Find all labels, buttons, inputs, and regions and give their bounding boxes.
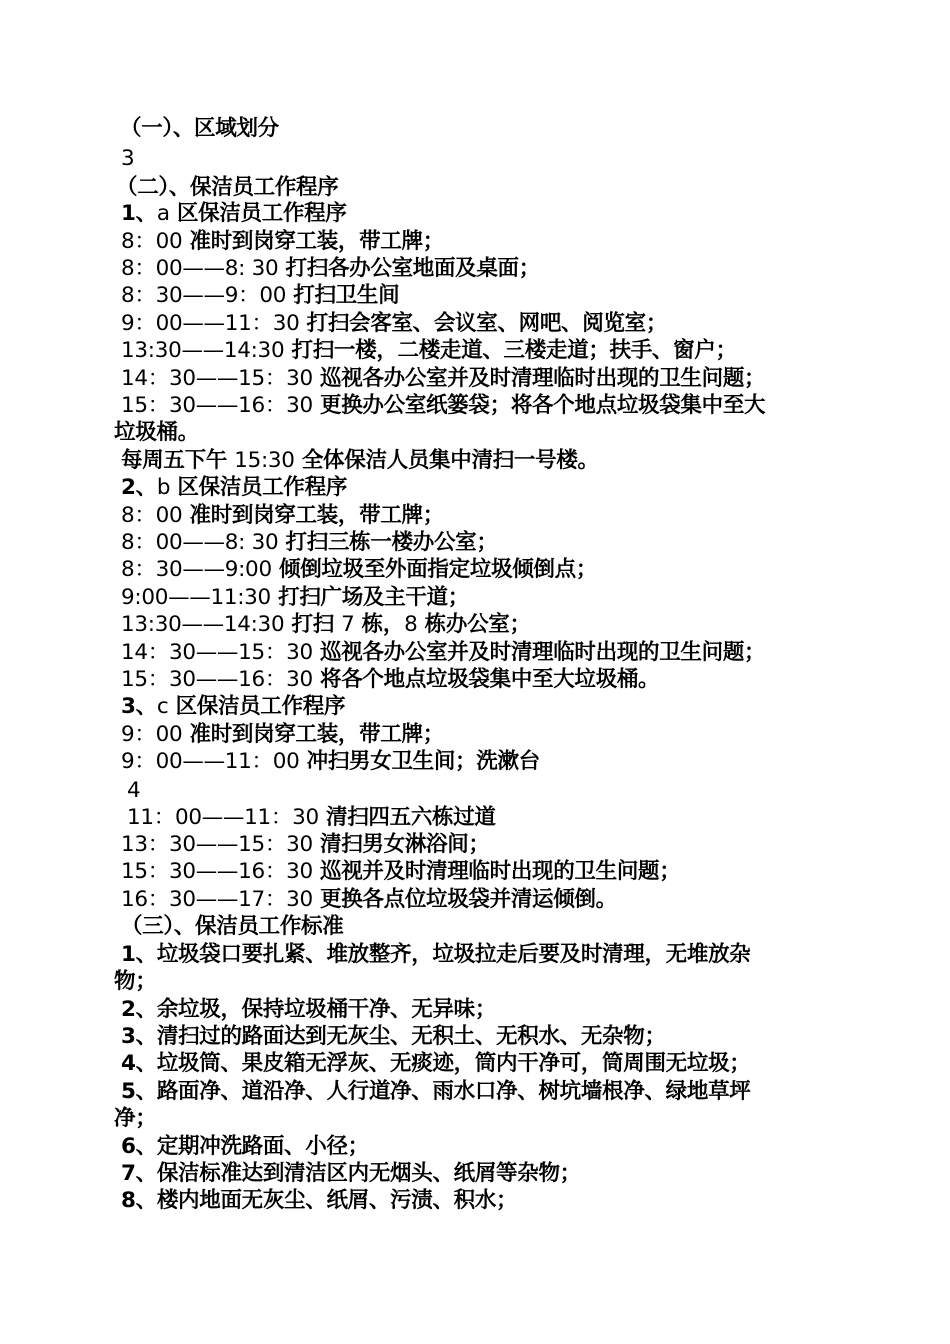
standard-item: 7、保洁标准达到清洁区内无烟头、纸屑等杂物；	[121, 1161, 581, 1186]
standard-item: 5、路面净、道沿净、人行道净、雨水口净、树坑墙根净、绿地草坪	[121, 1079, 751, 1104]
page-number: 3	[121, 146, 135, 171]
standard-item-continuation: 物；	[114, 969, 157, 994]
schedule-line: 9:00——11:30 打扫广场及主干道；	[121, 585, 469, 610]
standard-item: 1、垃圾袋口要扎紧、堆放整齐，垃圾拉走后要及时清理，无堆放杂	[121, 942, 751, 967]
subsection-c-heading: 3、c 区保洁员工作程序	[121, 694, 346, 719]
schedule-line: 13：30——15：30 清扫男女淋浴间；	[121, 832, 490, 857]
schedule-line: 14：30——15：30 巡视各办公室并及时清理临时出现的卫生问题；	[121, 366, 766, 391]
schedule-line: 15：30——16：30 将各个地点垃圾袋集中至大垃圾桶。	[121, 667, 660, 692]
schedule-line: 15：30——16：30 更换办公室纸篓袋；将各个地点垃圾袋集中至大	[121, 393, 766, 418]
schedule-line: 8：00——8: 30 打扫各办公室地面及桌面；	[121, 256, 540, 281]
standard-item: 6、定期冲洗路面、小径；	[121, 1134, 369, 1159]
weekly-note: 每周五下午 15:30 全体保洁人员集中清扫一号楼。	[121, 448, 599, 473]
section-heading-1: （一）、区域划分	[120, 116, 279, 141]
standard-item: 8、楼内地面无灰尘、纸屑、污渍、积水；	[121, 1188, 518, 1213]
schedule-line: 16：30——17：30 更换各点位垃圾袋并清运倾倒。	[121, 887, 617, 912]
schedule-line: 9：00 准时到岗穿工装，带工牌；	[121, 722, 444, 747]
schedule-line: 11：00——11：30 清扫四五六栋过道	[127, 805, 496, 830]
schedule-line: 9：00——11：00 冲扫男女卫生间；洗漱台	[121, 749, 540, 774]
schedule-line: 8：30——9：00 打扫卫生间	[121, 283, 400, 308]
standard-item-continuation: 净；	[114, 1106, 157, 1131]
subsection-a-heading: 1、a 区保洁员工作程序	[121, 201, 347, 226]
schedule-line: 8：00——8: 30 打扫三栋一楼办公室；	[121, 530, 498, 555]
standard-item: 2、余垃圾，保持垃圾桶干净、无异味；	[121, 997, 497, 1022]
page-number: 4	[127, 778, 141, 803]
schedule-line: 13:30——14:30 打扫 7 栋，8 栋办公室；	[121, 612, 531, 637]
section-heading-3: （三）、保洁员工作标准	[121, 914, 344, 939]
schedule-line: 13:30——14:30 打扫一楼，二楼走道、三楼走道；扶手、窗户；	[121, 338, 737, 363]
schedule-line: 14：30——15：30 巡视各办公室并及时清理临时出现的卫生问题；	[121, 640, 766, 665]
standard-item: 4、垃圾筒、果皮箱无浮灰、无痰迹，筒内干净可，筒周围无垃圾；	[121, 1051, 751, 1076]
schedule-line: 15：30——16：30 巡视并及时清理临时出现的卫生问题；	[121, 859, 681, 884]
schedule-line: 8：00 准时到岗穿工装，带工牌；	[121, 503, 444, 528]
schedule-line: 8：30——9:00 倾倒垃圾至外面指定垃圾倾倒点；	[121, 557, 598, 582]
schedule-line: 9：00——11：30 打扫会客室、会议室、网吧、阅览室；	[121, 311, 668, 336]
section-heading-2: （二）、保洁员工作程序	[116, 175, 339, 200]
standard-item: 3、清扫过的路面达到无灰尘、无积土、无积水、无杂物；	[121, 1024, 666, 1049]
schedule-line-continuation: 垃圾桶。	[114, 420, 199, 445]
schedule-line: 8：00 准时到岗穿工装，带工牌；	[121, 229, 444, 254]
subsection-b-heading: 2、b 区保洁员工作程序	[121, 475, 348, 500]
